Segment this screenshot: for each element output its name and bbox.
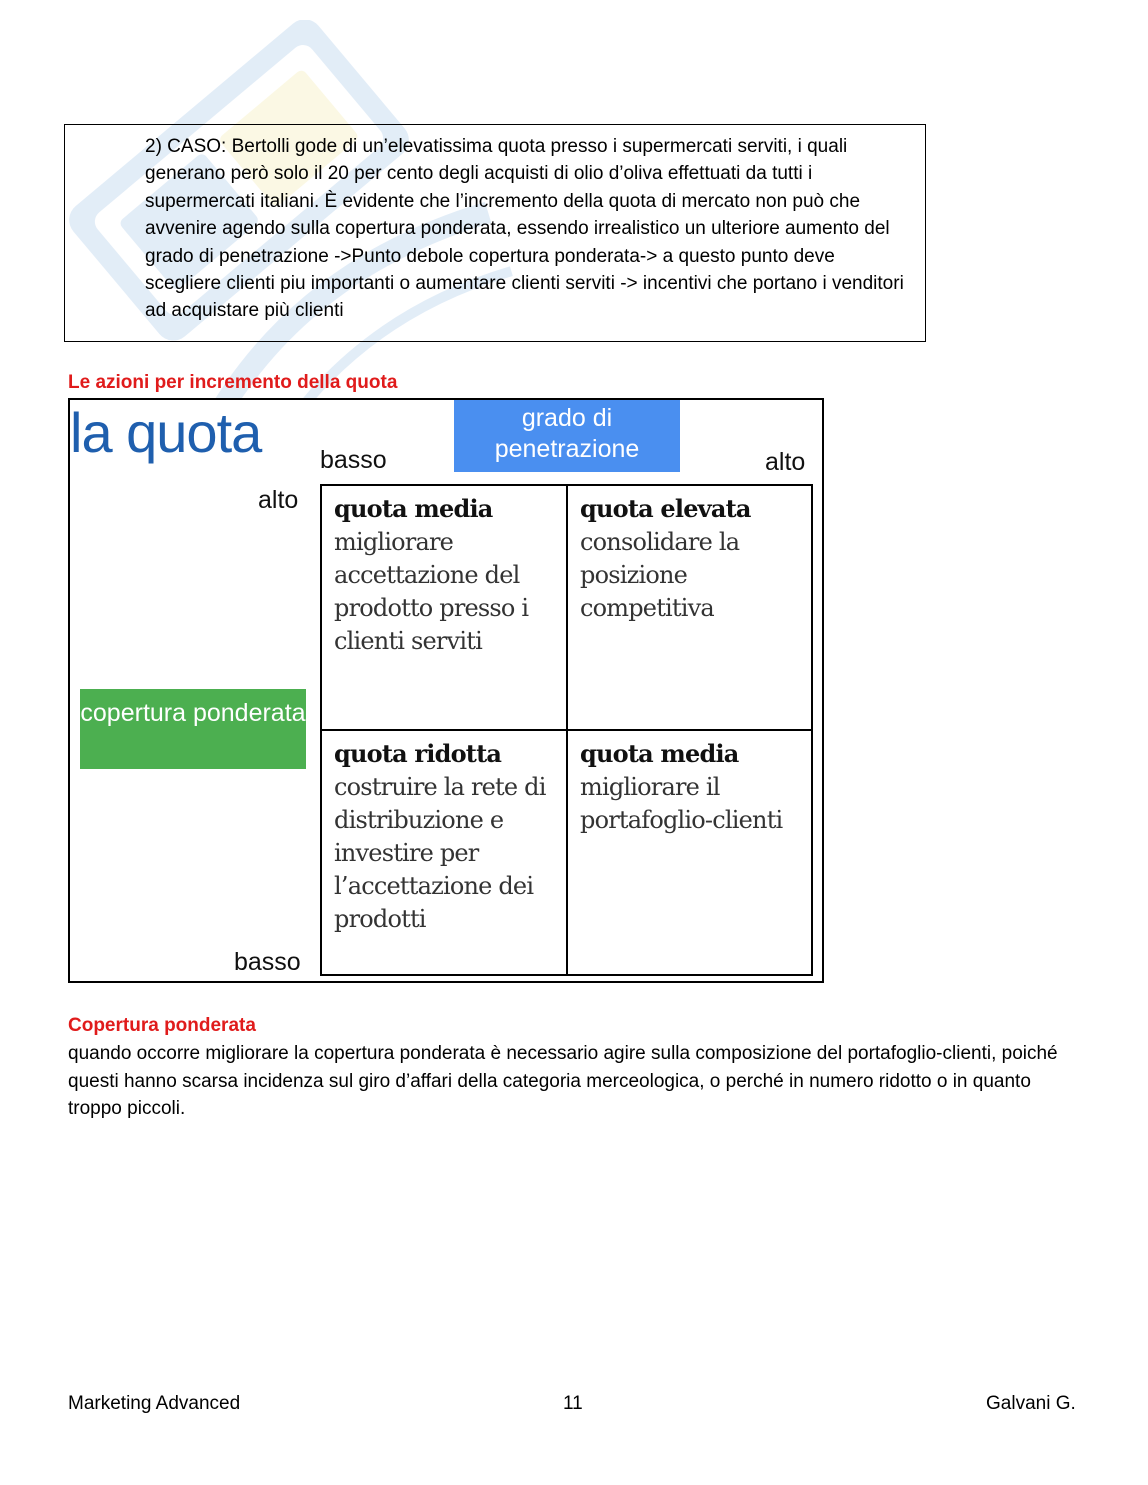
footer-page-number: 11 (563, 1393, 583, 1414)
cell-title: quota media (580, 739, 739, 768)
cell-text: migliorare il portafoglio-clienti (580, 773, 783, 834)
cell-top-right (568, 486, 811, 729)
section-title-azioni: Le azioni per incremento della quota (68, 372, 398, 393)
cell-title: quota media (334, 494, 493, 523)
penetration-axis-label: grado di penetrazione (454, 400, 680, 472)
cell-text: costruire la rete di distribuzione e investire per l’accettazione dei prodotti (334, 773, 546, 933)
cell-text: consolidare la posizione competitiva (580, 528, 740, 622)
y-axis-high-label: alto (258, 486, 299, 514)
section-title-copertura: Copertura ponderata (68, 1015, 256, 1036)
cell-title: quota elevata (580, 494, 751, 523)
cell-title: quota ridotta (334, 739, 502, 768)
footer-author: Galvani G. (986, 1393, 1076, 1414)
x-axis-high-label: alto (765, 448, 806, 476)
matrix-title: la quota (70, 401, 262, 464)
cell-bottom-right (568, 731, 811, 974)
cell-text: migliorare accettazione del prodotto presso i clienti serviti (334, 528, 529, 655)
case-study-text: 2) CASO: Bertolli gode di un’elevatissima quota presso i supermercati serviti, i quali generano però solo il 20 per cento degli acquisti di olio d’oliva effettuati da tutti i supermercati italiani. È evidente che l’incremento della quota di mercato non può che avvenire agendo sulla copertura ponderata, essendo irrealistico un ulteriore aumento del grado di penetrazione ->Punto debole copertura ponderata-> a questo punto deve scegliere clienti piu importanti o aumentare clienti serviti -> incentivi che portano i venditori ad acquistare più clienti (145, 136, 904, 322)
x-axis-low-label: basso (320, 446, 387, 474)
y-axis-low-label: basso (234, 948, 301, 976)
matrix-grid (320, 484, 813, 976)
copertura-paragraph: quando occorre migliorare la copertura ponderata è necessario agire sulla composizione del portafoglio-clienti, poiché questi hanno scarsa incidenza sul giro d’affari della categoria merceologica, o perché in numero ridotto o in quanto troppo piccoli. (68, 1043, 1058, 1119)
footer-course: Marketing Advanced (68, 1393, 241, 1414)
case-study-box (64, 124, 926, 342)
quota-matrix (68, 398, 824, 983)
coverage-axis-label: copertura ponderata (80, 689, 306, 769)
cell-top-left (322, 486, 566, 729)
cell-bottom-left (322, 731, 566, 974)
